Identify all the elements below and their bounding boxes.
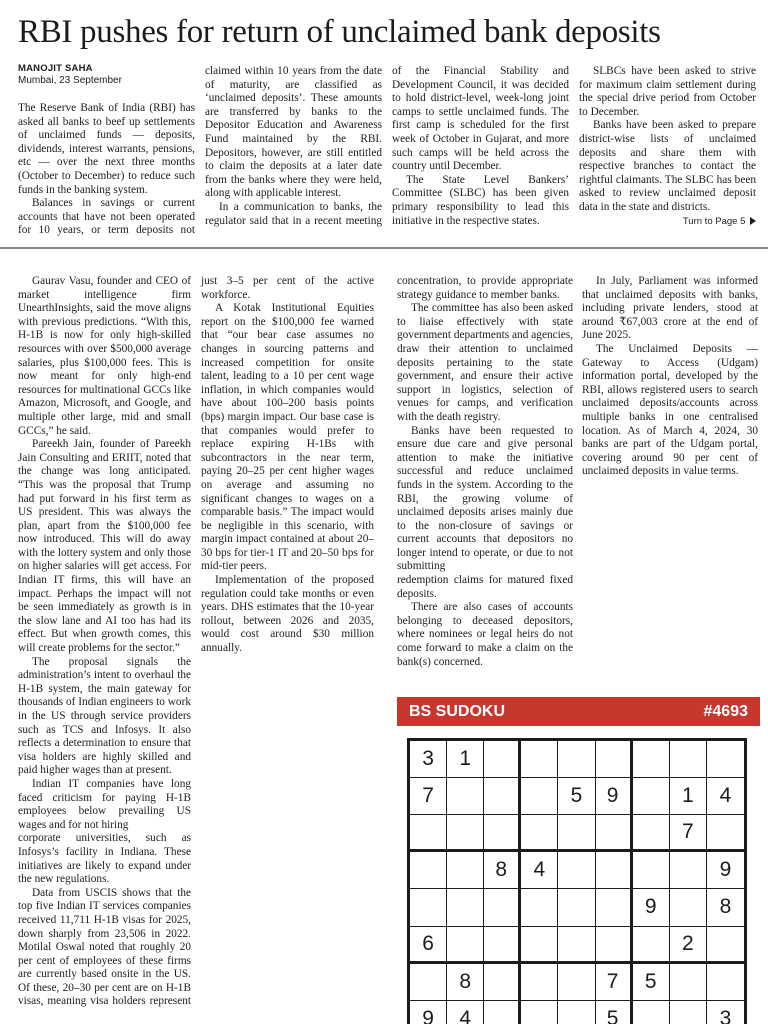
sudoku-cell (447, 927, 484, 964)
byline-spacer (18, 65, 195, 102)
sudoku-cell: 9 (596, 778, 633, 815)
sudoku-cell: 4 (447, 1001, 484, 1024)
sudoku-cell (633, 852, 670, 889)
h1b-paragraph: Indian IT companies have long faced criticism for paying H-1B employees below prevailing US wages and for not hiring (18, 777, 191, 831)
sudoku-cell: 9 (410, 1001, 447, 1024)
sudoku-number: #4693 (703, 702, 748, 720)
deposits-paragraph: Banks have been requested to ensure due care and give personal attention to make the initiative successful and reduce unclaimed funds in the system. According to the RBI, the growing volume of unclaimed deposits arises mainly due to the non-closure of savings or current accounts that depositors no longer intend to operate, or due to not submitting (397, 424, 573, 573)
sudoku-cell (484, 964, 521, 1001)
sudoku-cell (596, 741, 633, 778)
sudoku-cell: 1 (670, 778, 707, 815)
sudoku-cell (707, 927, 744, 964)
sudoku-cell (447, 778, 484, 815)
turn-to-page[interactable] (579, 215, 756, 229)
sudoku-cell (484, 741, 521, 778)
sudoku-cell (670, 964, 707, 1001)
h1b-paragraph: corporate universities, such as Infosys’s facility in Indiana. These initiatives are likely to expand under the new regulations. (18, 832, 191, 886)
sudoku-cell: 8 (707, 889, 744, 926)
h1b-story-flow (18, 275, 374, 1024)
h1b-paragraph: Data from USCIS shows that the top five Indian IT services companies received 11,711 H-1B visas for 2025, down sharply from 23,506 in 2022. Motilal Oswal noted that roughly 20 per cent of employees of these firms are currently based onsite in the US. Of these, 20–30 per cent are on H-1B visas, meaning visa holders represent just 3–5 per cent of the active workforce. (18, 275, 374, 1008)
sudoku-cell (410, 964, 447, 1001)
sudoku-cell: 6 (410, 927, 447, 964)
lead-paragraph: The Reserve Bank of India (RBI) has asked all banks to beef up settlements of unclaimed funds — deposits, dividends, interest warrants, pensions, etc — over the next three months (October to December) to reduce such funds in the banking system. (18, 102, 195, 196)
byline-dateline: Mumbai, 23 September (18, 75, 122, 86)
sudoku-cell (558, 1001, 595, 1024)
sudoku-header (397, 697, 760, 726)
sudoku-cell (410, 852, 447, 889)
sudoku-cell: 7 (596, 964, 633, 1001)
sudoku-cell: 3 (707, 1001, 744, 1024)
sudoku-cell: 4 (521, 852, 558, 889)
sudoku-cell (521, 927, 558, 964)
deposits-paragraph: redemption claims for matured fixed deposits. (397, 574, 573, 600)
sudoku-cell: 5 (558, 778, 595, 815)
sudoku-cell (484, 815, 521, 852)
sudoku-cell (447, 889, 484, 926)
sudoku-cell (707, 815, 744, 852)
sudoku-cell: 8 (484, 852, 521, 889)
lead-paragraph: Banks have been asked to prepare district-wise lists of unclaimed deposits and share them with respective branches to contact the rightful claimants. The SLBC has been asked to review unclaimed deposit data in the state and districts. (579, 119, 756, 213)
headline: RBI pushes for return of unclaimed bank deposits (18, 14, 661, 50)
sudoku-cell (521, 815, 558, 852)
sudoku-grid (407, 738, 747, 1024)
sudoku-cell (670, 852, 707, 889)
sudoku-cell (521, 778, 558, 815)
sudoku-cell (447, 815, 484, 852)
sudoku-cell: 1 (447, 741, 484, 778)
sudoku-cell (521, 1001, 558, 1024)
deposits-paragraph: There are also cases of accounts belonging to deceased depositors, where nominees or legal heirs do not come forward to make a claim on the bank(s) concerned. (397, 601, 573, 668)
deposits-paragraph: The committee has also been asked to liaise effectively with state government departments and agencies, draw their attention to unclaimed deposits pertaining to the state government, and ensure their active support in logistics, selection of venues for camps, and verification with the death registry. (397, 302, 573, 423)
sudoku-cell: 2 (670, 927, 707, 964)
h1b-paragraph: A Kotak Institutional Equities report on the $100,000 fee warned that “our bear case assumes no changes in sourcing patterns and increased competition for onsite talent, leading to a 10 per cent wage inflation, in which companies would have about 100–200 basis points (bps) margin impact. Our base case is that companies would prefer to replace expiring H-1Bs with subcontractors in the near term, paying 20–25 per cent higher wages on average and assuming no significant changes to wages on a comparable basis.” The impact would be negligible in this scenario, with margin impact contained at about 20–30 bps for tier-1 IT and 20–50 bps for mid-tier peers. (201, 302, 374, 573)
deposits-paragraph: In July, Parliament was informed that unclaimed deposits with banks, including private lenders, stood at around ₹67,003 crore at the end of June 2025. (582, 275, 758, 342)
sudoku-cell (484, 927, 521, 964)
h1b-paragraph: Gaurav Vasu, founder and CEO of market intelligence firm UnearthInsights, said the move aligns with previous predictions. “With this, H-1B is now for only high-skilled resources with over $500,000 average salaries, plus $100,000 fees. This is now meant for only high-end resources for multinational GCCs like Amazon, Microsoft, and Google, and multiple other large, mid and small GCCs,” he said. (18, 275, 191, 437)
sudoku-title: BS SUDOKU (409, 702, 506, 720)
sudoku-cell: 8 (447, 964, 484, 1001)
sudoku-cell (558, 852, 595, 889)
sudoku-cell (670, 741, 707, 778)
sudoku-cell: 7 (670, 815, 707, 852)
sudoku-cell: 4 (707, 778, 744, 815)
sudoku-cell: 5 (596, 1001, 633, 1024)
deposits-paragraph: concentration, to provide appropriate strategy guidance to member banks. (397, 275, 573, 301)
sudoku-cell (558, 741, 595, 778)
sudoku-cell (558, 889, 595, 926)
lead-story-flow (18, 65, 756, 238)
sudoku-cell: 9 (707, 852, 744, 889)
sudoku-cell (484, 778, 521, 815)
sudoku-cell (596, 815, 633, 852)
sudoku-cell (596, 889, 633, 926)
sudoku-cell (596, 852, 633, 889)
sudoku-cell (484, 1001, 521, 1024)
section-divider (0, 247, 768, 249)
turn-to-page-label: Turn to Page 5 (682, 215, 746, 227)
lead-paragraph: In a communication to banks, the regulator said that in a recent meeting of the Financial Stability and Development Council, it was decided to hold district-level, week-long joint camps to settle unclaimed funds. The first camp is scheduled for the first week of October in Gujarat, and more such camps will be held across the country until December. (205, 65, 569, 227)
sudoku-cell (596, 927, 633, 964)
sudoku-cell: 3 (410, 741, 447, 778)
sudoku-cell (707, 964, 744, 1001)
sudoku-cell (633, 927, 670, 964)
lead-paragraph: SLBCs have been asked to strive for maximum claim settlement during the special drive period from October to December. (579, 65, 756, 118)
deposits-continued-flow (397, 275, 758, 689)
h1b-paragraph: The proposal signals the administration’s intent to overhaul the H-1B system, the main gateway for thousands of Indian engineers to work in the US through service providers such as TCS and Infosys. It also reflects a determination to ensure that visa holders are highly skilled and paid higher wages than at present. (18, 655, 191, 777)
sudoku-cell (484, 889, 521, 926)
sudoku-cell (670, 889, 707, 926)
h1b-paragraph: Pareekh Jain, founder of Pareekh Jain Consulting and ERIIT, noted that the change was long anticipated. “This was the proposal that Trump had put forward in his first term as US president. This was always the plan, apart from the $100,000 fee now introduced. This will do away with the lottery system and only those on higher salaries will get access. For Indian IT firms, this will have an impact. Perhaps the impact will not be seen immediately as growth is in the slow lane and AI too has had its effect. But when growth comes, this will create problems for the sector.” (18, 438, 191, 655)
sudoku-cell (558, 964, 595, 1001)
sudoku-cell (633, 1001, 670, 1024)
sudoku-cell (447, 852, 484, 889)
sudoku-cell (521, 889, 558, 926)
sudoku-cell (633, 815, 670, 852)
deposits-paragraph: The Unclaimed Deposits — Gateway to Access (Udgam) information portal, developed by the RBI, allows registered users to search unclaimed deposits/accounts across multiple banks in one centralised location. As of March 4, 2024, 30 banks are part of the Udgam portal, covering around 90 per cent of unclaimed deposits in value terms. (582, 342, 758, 478)
sudoku-cell (633, 778, 670, 815)
sudoku-cell: 9 (633, 889, 670, 926)
sudoku-puzzle (407, 738, 747, 1024)
lead-paragraph: Balances in savings or current accounts that have not been operated for 10 years, or term deposits not claimed within 10 years from the date of maturity, are classified as ‘unclaimed deposits’. These amounts are transferred by banks to the Depositor Education and Awareness Fund maintained by the RBI. Depositors, however, are still entitled to claim the deposits at a later date from the banks where they were held, along with applicable interest. (18, 65, 382, 237)
sudoku-cell (410, 815, 447, 852)
sudoku-cell (707, 741, 744, 778)
lead-paragraph: The State Level Bankers’ Committee (SLBC) has been given primary responsibility to lead this initiative in the respective states. (392, 173, 569, 227)
sudoku-cell (521, 964, 558, 1001)
arrow-right-icon (750, 217, 756, 225)
sudoku-cell: 7 (410, 778, 447, 815)
h1b-paragraph: Implementation of the proposed regulation could take months or even years. DHS estimates that the 10-year rollout, between 2026 and 2035, would cost around $30 million annually. (201, 574, 374, 655)
sudoku-cell (670, 1001, 707, 1024)
sudoku-cell (558, 815, 595, 852)
sudoku-cell: 5 (633, 964, 670, 1001)
sudoku-cell (521, 741, 558, 778)
byline-author: MANOJIT SAHA (18, 63, 93, 74)
sudoku-cell (558, 927, 595, 964)
sudoku-cell (633, 741, 670, 778)
sudoku-cell (410, 889, 447, 926)
